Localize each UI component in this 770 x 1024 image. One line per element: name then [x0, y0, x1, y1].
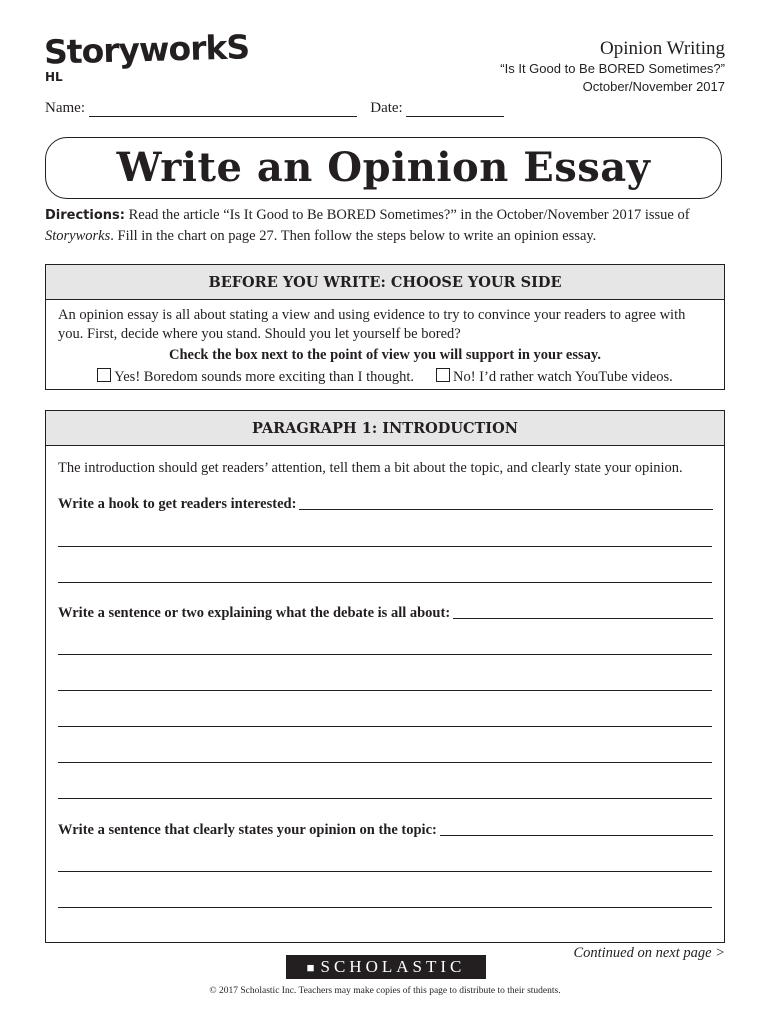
copyright: © 2017 Scholastic Inc. Teachers may make copies of this page to distribute to their students. — [209, 986, 561, 996]
hook-prompt — [58, 496, 713, 513]
page-title: Write an Opinion Essay — [116, 144, 651, 191]
title-banner — [45, 137, 722, 199]
section-heading: PARAGRAPH 1: INTRODUCTION — [46, 411, 724, 446]
writing-line[interactable] — [58, 582, 712, 583]
option-yes[interactable] — [97, 368, 414, 387]
magazine-name: Storyworks — [45, 228, 111, 244]
introduction-section — [45, 410, 725, 943]
date-label: Date: — [370, 100, 403, 116]
checkbox-no[interactable] — [436, 368, 450, 382]
option-no-label: No! I’d rather watch YouTube videos. — [453, 369, 673, 385]
directions-text-2: . Fill in the chart on page 27. Then follow the steps below to write an opinion essay. — [110, 228, 597, 244]
date-field[interactable] — [406, 102, 504, 117]
debate-prompt — [58, 605, 713, 622]
opinion-label: Write a sentence that clearly states your opinion on the topic: — [58, 822, 437, 838]
check-instruction: Check the box next to the point of view you will support in your essay. — [169, 347, 601, 363]
name-field[interactable] — [89, 102, 357, 117]
writing-line[interactable] — [58, 907, 712, 908]
name-date-row — [45, 100, 504, 117]
book-icon: ■ — [306, 960, 315, 975]
choose-side-section — [45, 264, 725, 390]
continued-note: Continued on next page > — [573, 945, 725, 961]
opinion-line[interactable] — [440, 822, 713, 836]
article-title: “Is It Good to Be BORED Sometimes?” — [500, 61, 725, 76]
header-title: Opinion Writing — [599, 38, 725, 59]
opinion-prompt — [58, 822, 713, 839]
writing-line[interactable] — [58, 654, 712, 655]
writing-line[interactable] — [58, 546, 712, 547]
level-label: HL — [45, 70, 63, 84]
writing-line[interactable] — [58, 798, 712, 799]
option-no[interactable] — [436, 368, 673, 387]
section-body: An opinion essay is all about stating a view and using evidence to try to convince your readers to agree with you. First, decide where you stand. Should you let yourself be bored? — [58, 307, 686, 342]
writing-line[interactable] — [58, 726, 712, 727]
scholastic-logo — [286, 955, 486, 979]
directions-text-1: Read the article “Is It Good to Be BORED Sometimes?” in the October/November 2017 issue of — [124, 207, 690, 223]
directions — [45, 205, 725, 246]
storyworks-logo: StoryworkS — [43, 27, 250, 72]
directions-label: Directions: — [45, 208, 125, 223]
writing-line[interactable] — [58, 871, 712, 872]
name-label: Name: — [45, 100, 85, 116]
hook-line[interactable] — [299, 496, 713, 510]
writing-line[interactable] — [58, 690, 712, 691]
publisher-name: SCHOLASTIC — [320, 957, 466, 976]
writing-line[interactable] — [58, 762, 712, 763]
debate-line[interactable] — [453, 605, 713, 619]
option-yes-label: Yes! Boredom sounds more exciting than I thought. — [114, 369, 414, 385]
checkbox-yes[interactable] — [97, 368, 111, 382]
section-heading: BEFORE YOU WRITE: CHOOSE YOUR SIDE — [46, 265, 724, 300]
issue-date: October/November 2017 — [582, 79, 725, 94]
debate-label: Write a sentence or two explaining what the debate is all about: — [58, 605, 451, 621]
hook-label: Write a hook to get readers interested: — [58, 496, 297, 512]
intro-text: The introduction should get readers’ attention, tell them a bit about the topic, and clearly state your opinion. — [58, 460, 683, 476]
